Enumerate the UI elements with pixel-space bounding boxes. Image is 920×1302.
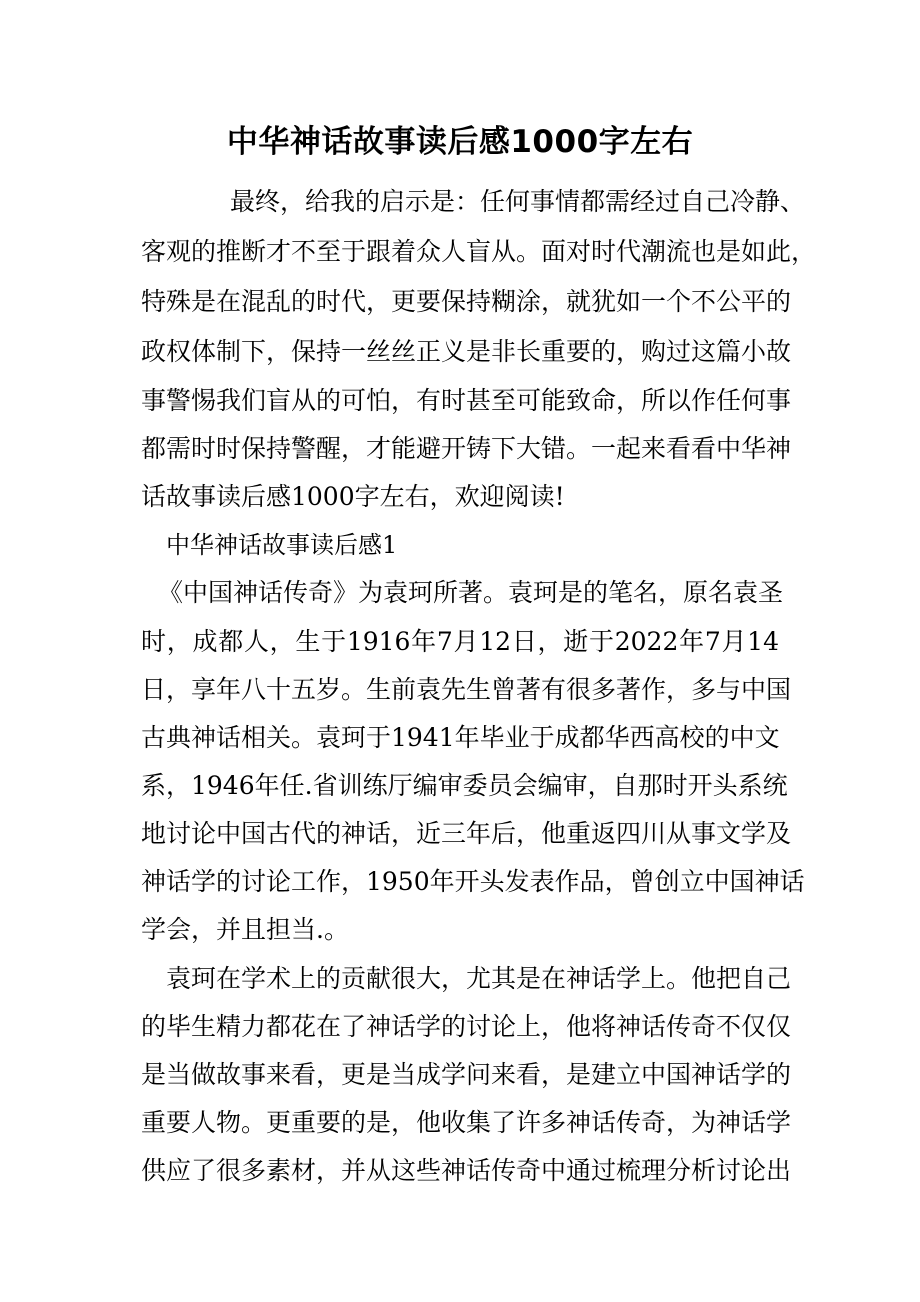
paragraph-line bbox=[0, 1099, 920, 1147]
paragraph-line bbox=[0, 278, 920, 326]
line-text: 学会，并且担当.。 bbox=[141, 915, 349, 944]
line-text: 古典神话相关。袁珂于1941年毕业于成都华西高校的中文 bbox=[141, 723, 780, 752]
line-text: 话故事读后感1000字左右，欢迎阅读! bbox=[141, 482, 565, 511]
line-text: 客观的推断才不至于跟着众人盲从。面对时代潮流也是如此， bbox=[141, 237, 817, 266]
line-text: 特殊是在混乱的时代，更要保持糊涂，就犹如一个不公平的 bbox=[141, 287, 792, 316]
line-text: 时，成都人，生于1916年7月12日，逝于2022年7月14 bbox=[141, 627, 779, 656]
paragraph-line bbox=[0, 377, 920, 425]
paragraph-line bbox=[0, 666, 920, 714]
paragraph-line bbox=[0, 569, 920, 617]
document-title: 中华神话故事读后感1000字左右 bbox=[226, 124, 694, 160]
line-text: 系，1946年任.省训练厅编审委员会编审，自那时开头系统 bbox=[141, 771, 788, 800]
paragraph-line bbox=[0, 618, 920, 666]
line-text: 的毕生精力都花在了神话学的讨论上，他将神话传奇不仅仅 bbox=[141, 1012, 792, 1041]
line-text: 神话学的讨论工作，1950年开头发表作品，曾创立中国神话 bbox=[141, 867, 805, 896]
paragraph-line bbox=[0, 473, 920, 521]
line-text: 是当做故事来看，更是当成学问来看，是建立中国神话学的 bbox=[141, 1060, 792, 1089]
paragraph-line bbox=[0, 714, 920, 762]
paragraph-line bbox=[0, 1147, 920, 1195]
paragraph-line bbox=[0, 328, 920, 376]
paragraph-line bbox=[0, 1051, 920, 1099]
line-text: 重要人物。更重要的是，他收集了许多神话传奇，为神话学 bbox=[141, 1108, 792, 1137]
section-heading bbox=[0, 521, 920, 569]
paragraph-line bbox=[0, 858, 920, 906]
line-text: 地讨论中国古代的神话，近三年后，他重返四川从事文学及 bbox=[141, 819, 792, 848]
paragraph-line bbox=[0, 810, 920, 858]
paragraph-line bbox=[0, 228, 920, 276]
line-text: 日，享年八十五岁。生前袁先生曾著有很多著作，多与中国 bbox=[141, 675, 792, 704]
line-text: 政权体制下，保持一丝丝正义是非长重要的，购过这篇小故 bbox=[141, 337, 792, 366]
line-text: 事警惕我们盲从的可怕，有时甚至可能致命，所以作任何事 bbox=[141, 386, 792, 415]
line-text: 《中国神话传奇》为袁珂所著。袁珂是的笔名，原名袁圣 bbox=[158, 578, 784, 607]
paragraph-line bbox=[0, 762, 920, 810]
section-heading-text: 中华神话故事读后感1 bbox=[166, 531, 398, 559]
paragraph-line bbox=[0, 955, 920, 1003]
line-text: 袁珂在学术上的贡献很大，尤其是在神话学上。他把自己 bbox=[166, 964, 792, 993]
line-text: 供应了很多素材，并从这些神话传奇中通过梳理分析讨论出 bbox=[141, 1156, 792, 1185]
paragraph-line bbox=[0, 1003, 920, 1051]
line-text: 都需时时保持警醒，才能避开铸下大错。一起来看看中华神 bbox=[141, 434, 792, 463]
paragraph-line bbox=[0, 178, 920, 226]
paragraph-line bbox=[0, 425, 920, 473]
line-text: 最终，给我的启示是：任何事情都需经过自己冷静、 bbox=[230, 187, 806, 216]
paragraph-line bbox=[0, 906, 920, 954]
